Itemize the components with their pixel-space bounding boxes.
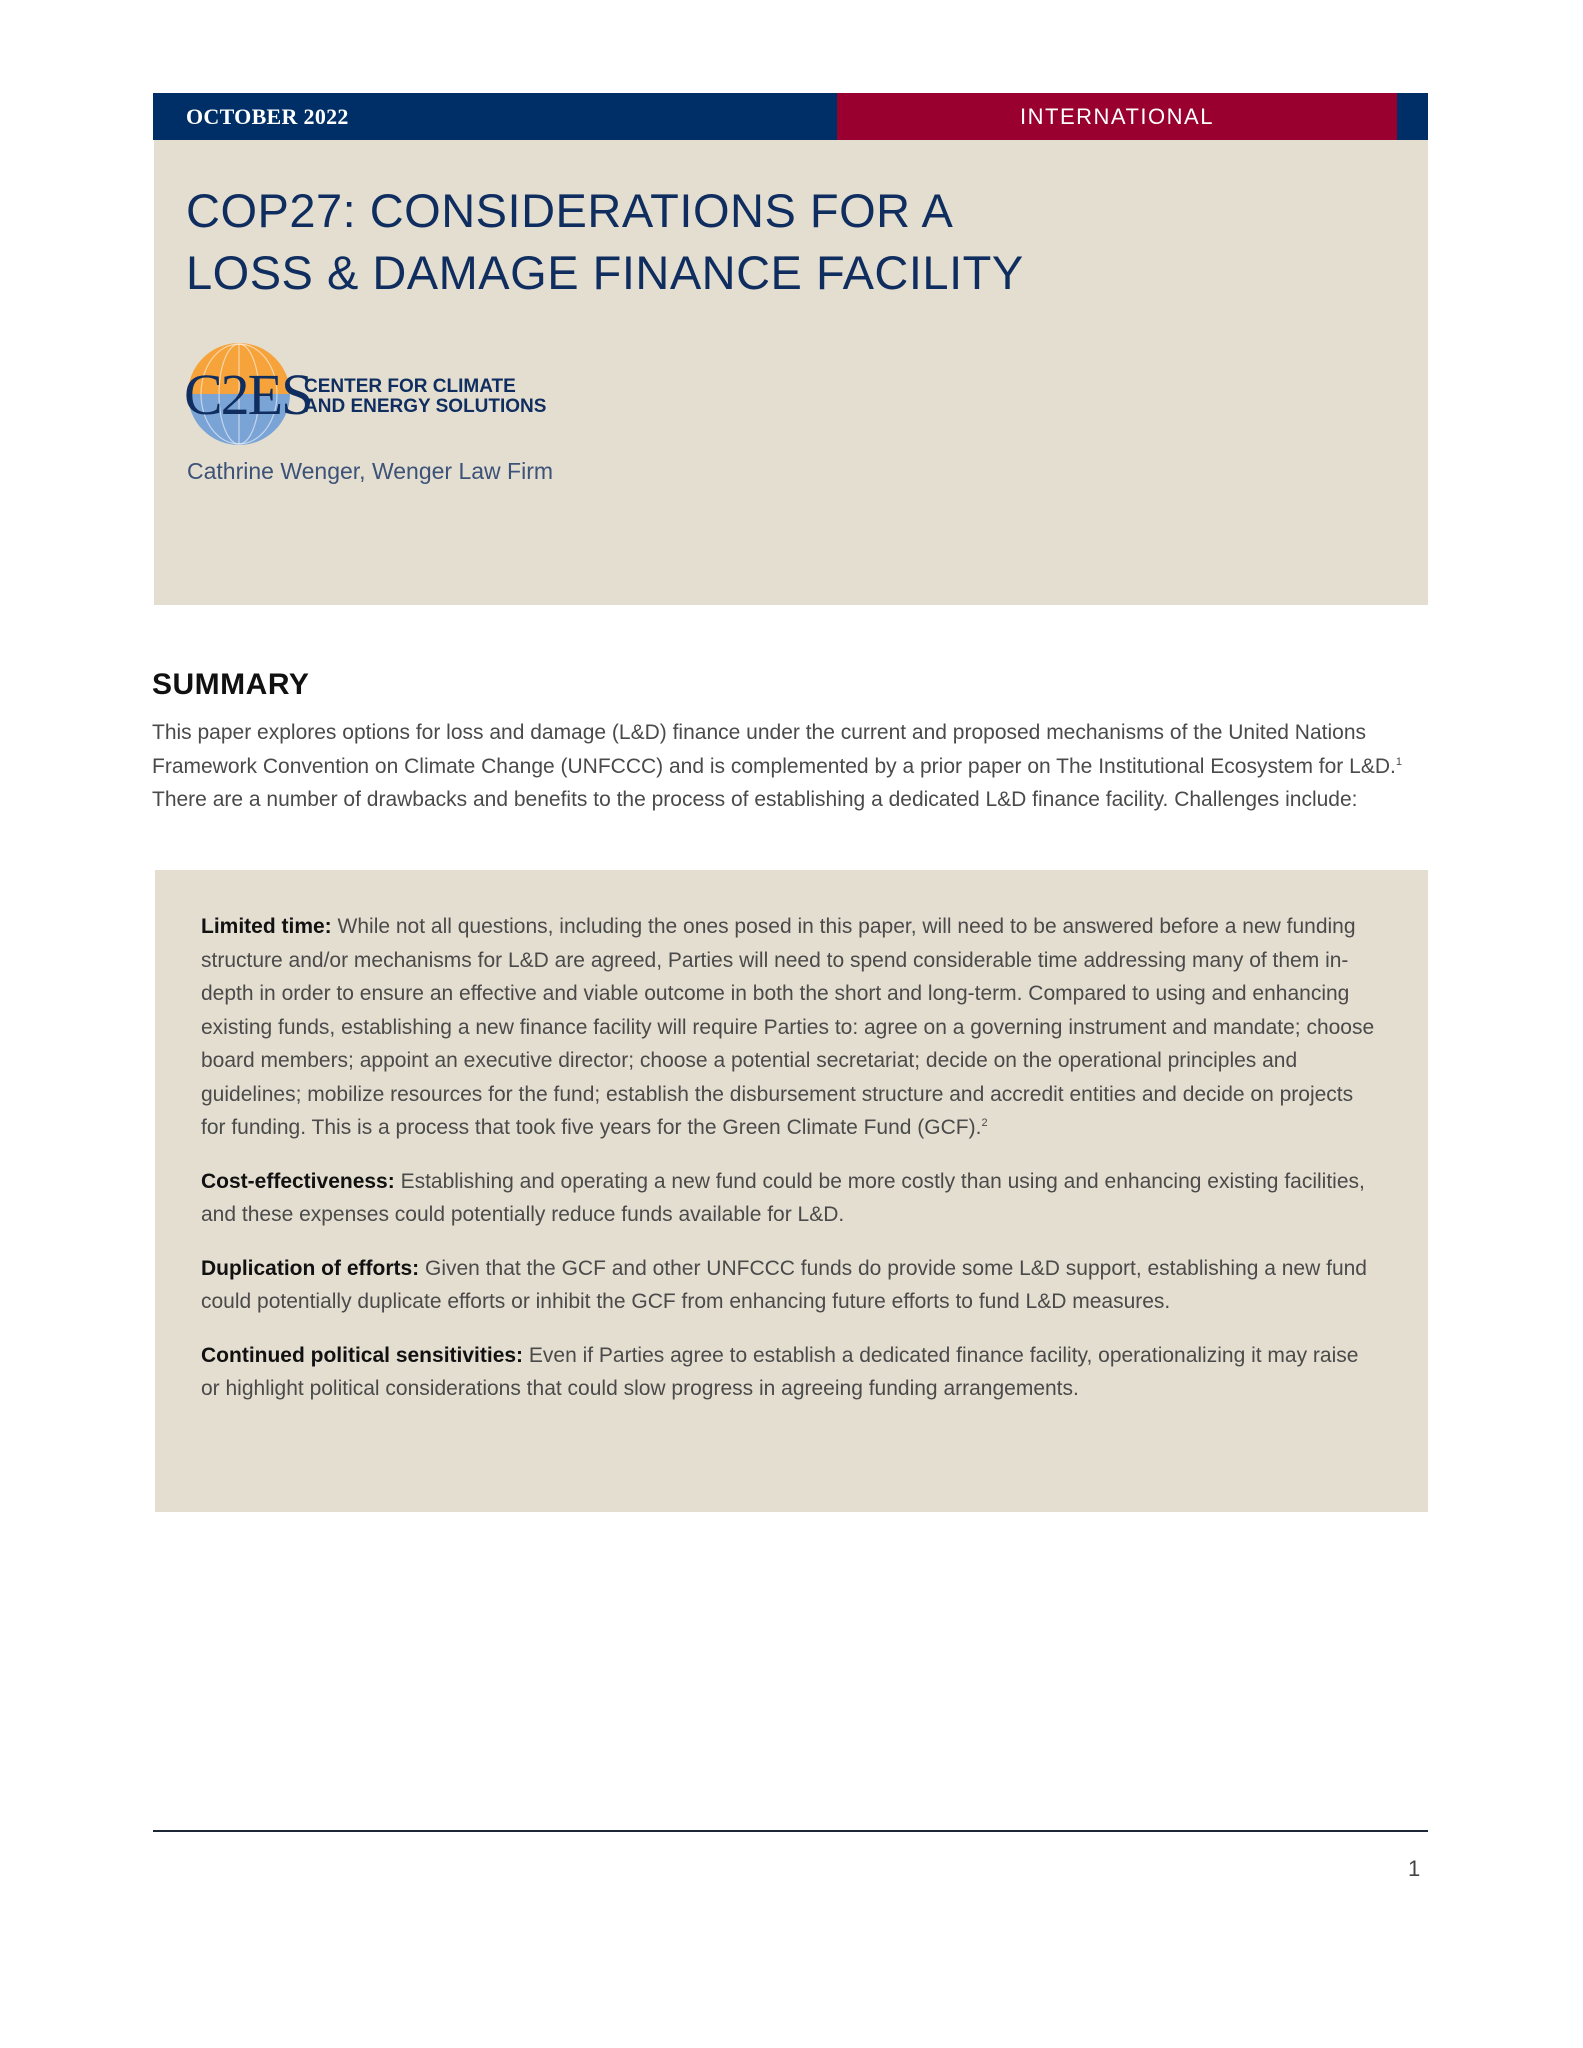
title-line-2: LOSS & DAMAGE FINANCE FACILITY (186, 246, 1024, 299)
challenge-label: Limited time: (201, 915, 332, 938)
org-line-1: CENTER FOR CLIMATE (304, 376, 516, 397)
document-title (186, 180, 1024, 304)
logo-org-name (304, 377, 546, 417)
challenge-item (201, 1165, 1381, 1232)
challenges-box (155, 870, 1428, 1512)
publication-date: OCTOBER 2022 (186, 104, 349, 129)
challenge-label: Duplication of efforts: (201, 1256, 420, 1280)
challenge-text: Even if Parties agree to establish a dedicated finance facility, operationalizing it may raise or highlight political considerations that could slow progress in agreeing funding arrangements. (201, 1343, 1359, 1400)
org-line-2: AND ENERGY SOLUTIONS (304, 396, 547, 417)
summary-text-a: This paper explores options for loss and damage (L&D) finance under the current and proposed mechanisms of the United Nations Framework Convention on Climate Change (UNFCCC) and is complemented by a prior paper on The Institutional Ecosystem for L&D. (152, 721, 1396, 778)
summary-heading: SUMMARY (152, 668, 310, 701)
title-line-1: COP27: CONSIDERATIONS FOR A (186, 184, 954, 237)
title-panel (154, 140, 1428, 605)
challenge-text: Establishing and operating a new fund could be more costly than using and enhancing existing facilities, and these expenses could potentially reduce funds available for L&D. (201, 1169, 1365, 1226)
section-label: INTERNATIONAL (837, 93, 1397, 140)
summary-text-b: There are a number of drawbacks and benefits to the process of establishing a dedicated L&D finance facility. Challenges include: (152, 788, 1358, 811)
challenge-item (201, 910, 1381, 1145)
page-number: 1 (1408, 1856, 1421, 1881)
challenge-text: While not all questions, including the ones posed in this paper, will need to be answered before a new funding structure and/or mechanisms for L&D are agreed, Parties will need to spend considerable time addressing many of them in-depth in order to ensure an effective and viable outcome in both the short and long-term. Compared to using and enhancing existing funds, establishing a new finance facility will require Parties to: agree on a governing instrument and mandate; choose board members; appoint an executive director; choose a potential secretariat; decide on the operational principles and guidelines; mobilize resources for the fund; establish the disbursement structure and accredit entities and decide on projects for funding. This is a process that took five years for the Green Climate Fund (GCF). (201, 915, 1375, 1139)
logo-mark: C2ES (184, 362, 312, 427)
footnote-ref-2[interactable]: 2 (981, 1117, 988, 1129)
footnote-ref-1[interactable]: 1 (1395, 755, 1402, 768)
challenge-label: Cost-effectiveness: (201, 1169, 395, 1193)
summary-paragraph (152, 716, 1432, 817)
challenge-item (201, 1339, 1381, 1406)
header-band (153, 93, 1428, 140)
author-line: Cathrine Wenger, Wenger Law Firm (187, 458, 554, 484)
footer-rule (153, 1830, 1428, 1832)
challenge-text: Given that the GCF and other UNFCCC funds do provide some L&D support, establishing a new fund could potentially duplicate efforts or inhibit the GCF from enhancing future efforts to fund L&D measures. (201, 1256, 1367, 1313)
challenge-label: Continued political sensitivities: (201, 1343, 524, 1367)
c2es-logo (184, 343, 588, 453)
challenge-item (201, 1252, 1381, 1319)
